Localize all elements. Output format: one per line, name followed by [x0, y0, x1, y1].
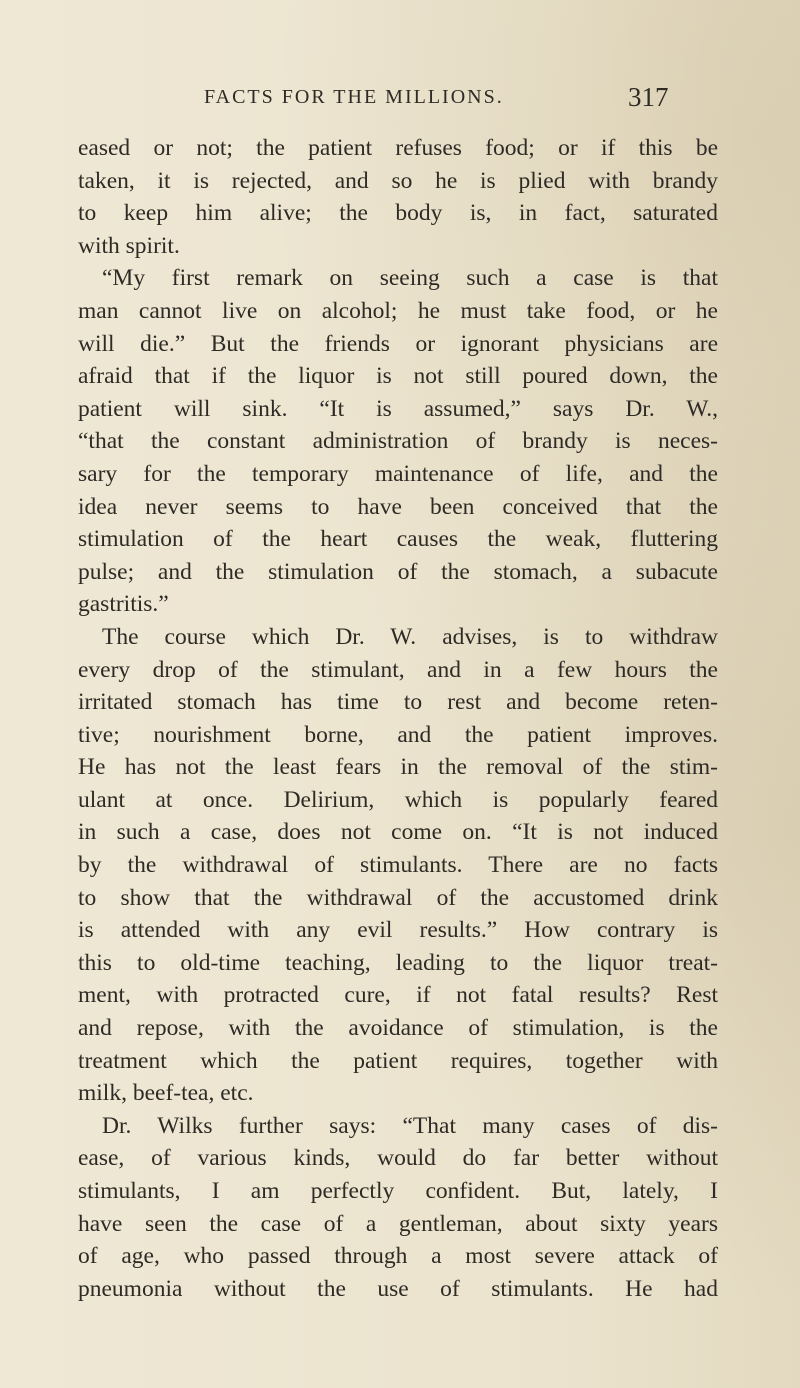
text-line: tive; nourishment borne, and the patient improves. — [78, 721, 718, 748]
text-line: stimulants, I am perfectly confident. But, lately, I — [78, 1178, 718, 1204]
text-line: to show that the withdrawal of the accustomed drink — [78, 884, 718, 911]
text-line: have seen the case of a gentleman, about sixty years — [78, 1210, 718, 1237]
text-line: He has not the least fears in the removal of the stim- — [78, 754, 718, 781]
text-line: ulant at once. Delirium, which is popularly feared — [78, 786, 718, 813]
text-line: by the withdrawal of stimulants. There are no facts — [78, 852, 718, 879]
text-line: to keep him alive; the body is, in fact, saturated — [78, 200, 718, 227]
text-line: pulse; and the stimulation of the stomach, a subacute — [78, 558, 718, 585]
text-line: irritated stomach has time to rest and become reten- — [78, 689, 718, 716]
text-line: patient will sink. “It is assumed,” says Dr. W., — [78, 395, 718, 422]
text-line: of age, who passed through a most severe attack of — [78, 1243, 718, 1270]
text-line: sary for the temporary maintenance of life, and the — [78, 460, 718, 487]
text-line: treatment which the patient requires, together with — [78, 1047, 718, 1074]
text-line: pneumonia without the use of stimulants. He had — [78, 1275, 718, 1302]
text-line: milk, beef-tea, etc. — [78, 1080, 254, 1107]
text-line: “that the constant administration of brandy is neces- — [78, 428, 718, 455]
text-line: this to old-time teaching, leading to the liquor treat- — [78, 949, 718, 976]
text-line: stimulation of the heart causes the weak, fluttering — [78, 526, 718, 553]
text-line: man cannot live on alcohol; he must take food, or he — [78, 297, 718, 324]
running-title: FACTS FOR THE MILLIONS. — [204, 86, 504, 108]
text-line: afraid that if the liquor is not still poured down, the — [78, 363, 718, 390]
text-line: and repose, with the avoidance of stimulation, is the — [78, 1015, 718, 1042]
text-line: eased or not; the patient refuses food; or if this be — [78, 135, 718, 161]
text-line: will die.” But the friends or ignorant physicians are — [78, 330, 718, 357]
text-line: Dr. Wilks further says: “That many cases of dis- — [102, 1112, 718, 1139]
body-text — [78, 132, 718, 1305]
text-line: “My first remark on seeing such a case is that — [102, 265, 718, 292]
text-line: in such a case, does not come on. “It is not induced — [78, 819, 718, 846]
text-line: ment, with protracted cure, if not fatal results? Rest — [78, 982, 718, 1009]
text-line: gastritis.” — [78, 591, 169, 618]
text-line: idea never seems to have been conceived that the — [78, 493, 718, 520]
text-line: taken, it is rejected, and so he is plied with brandy — [78, 167, 718, 194]
text-line: every drop of the stimulant, and in a few hours the — [78, 656, 718, 683]
text-line: The course which Dr. W. advises, is to withdraw — [102, 623, 718, 650]
page-number: 317 — [628, 82, 669, 112]
text-line: ease, of various kinds, would do far better without — [78, 1145, 718, 1172]
running-head — [0, 82, 800, 116]
text-line: with spirit. — [78, 232, 180, 259]
text-line: is attended with any evil results.” How contrary is — [78, 917, 718, 944]
